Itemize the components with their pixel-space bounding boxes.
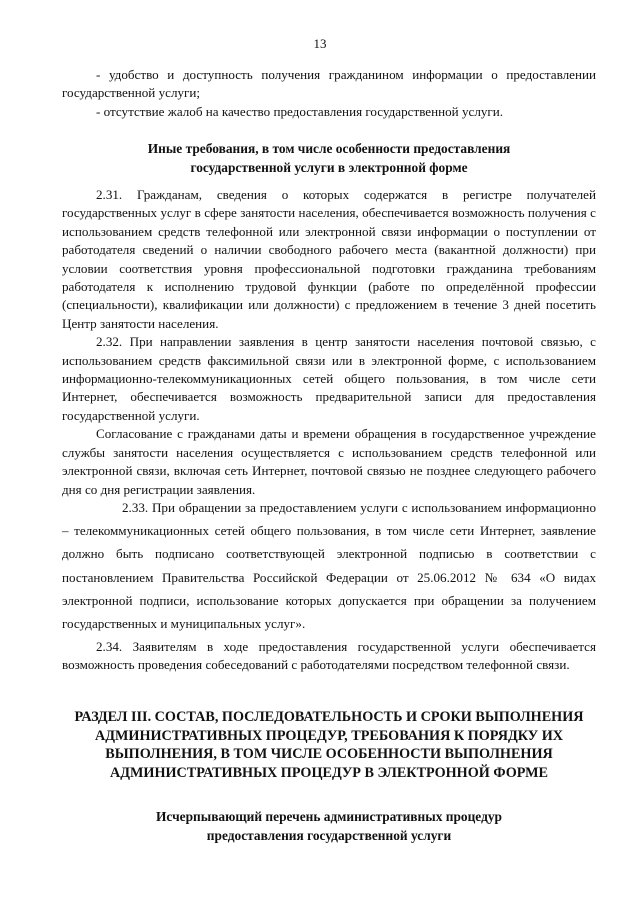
paragraph-2-32: 2.32. При направлении заявления в центр занятости населения почтовой связью, с использованием средств факсимильной связи или в электронной форме, с использованием информационно-телекоммуникационных сетей общего пользования, в том числе сети Интернет, обеспечивается возможность предварительной записи для предоставления государственной услуги.: [62, 334, 596, 423]
list-item: - отсутствие жалоб на качество предоставления государственной услуги.: [96, 103, 504, 119]
section-subheading: Иные требования, в том числе особенности предоставления государственной услуги в электронной форме: [147, 141, 511, 175]
list-item: - удобство и доступность получения гражданином информации о предоставлении государственной услуги;: [62, 67, 596, 101]
list-block: [62, 66, 596, 121]
page-number: 13: [313, 36, 327, 51]
paragraph-agreement: Согласование с гражданами даты и времени обращения в государственное учреждение службы занятости населения осуществляется с использованием средств телефонной или электронной связи, включая сеть Интернет, почтовой связью не позднее следующего рабочего дня со дня регистрации заявления.: [62, 426, 596, 497]
paragraph-2-34: 2.34. Заявителям в ходе предоставления государственной услуги обеспечивается возможность проведения собеседований с работодателями посредством телефонной связи.: [62, 639, 596, 673]
section-heading: РАЗДЕЛ III. СОСТАВ, ПОСЛЕДОВАТЕЛЬНОСТЬ И СРОКИ ВЫПОЛНЕНИЯ АДМИНИСТРАТИВНЫХ ПРОЦЕДУР, ТРЕБОВАНИЯ К ПОРЯДКУ ИХ ВЫПОЛНЕНИЯ, В ТОМ ЧИСЛЕ ОСОБЕННОСТИ ВЫПОЛНЕНИЯ АДМИНИСТРАТИВНЫХ ПРОЦЕДУР В ЭЛЕКТРОННОЙ ФОРМЕ: [74, 709, 584, 781]
paragraph-2-33: 2.33. При обращении за предоставлением услуги с использованием информационно – телекоммуникационных сетей общего пользования, в том числе сети Интернет, заявление должно быть подписано соответствующей электронной подписью в соответствии с постановлением Правительства Российской Федерации от 25.06.2012 № 634 «О видах электронной подписи, использование которых допускается при обращении за получением государственных и муниципальных услуг».: [62, 500, 596, 632]
procedures-subheading: Исчерпывающий перечень административных процедур предоставления государственной услуги: [155, 809, 502, 843]
paragraph-2-31: 2.31. Гражданам, сведения о которых содержатся в регистре получателей государственных услуг в сфере занятости населения, обеспечивается возможность получения с использованием средств телефонной или электронной связи информации о поступлении от работодателя сведений о наличии свободного рабочего места (вакантной должности) при условии соответствия уровня профессиональной подготовки гражданина требованиям работодателя к исполнению трудовой функции (работе по определённой профессии (специальности), квалификации или должности) с предложением в течение 3 дней посетить Центр занятости населения.: [62, 187, 596, 331]
paragraphs-block: [62, 186, 596, 499]
paragraph-2-33-block: [62, 496, 596, 635]
paragraph-2-34-block: [62, 638, 596, 675]
